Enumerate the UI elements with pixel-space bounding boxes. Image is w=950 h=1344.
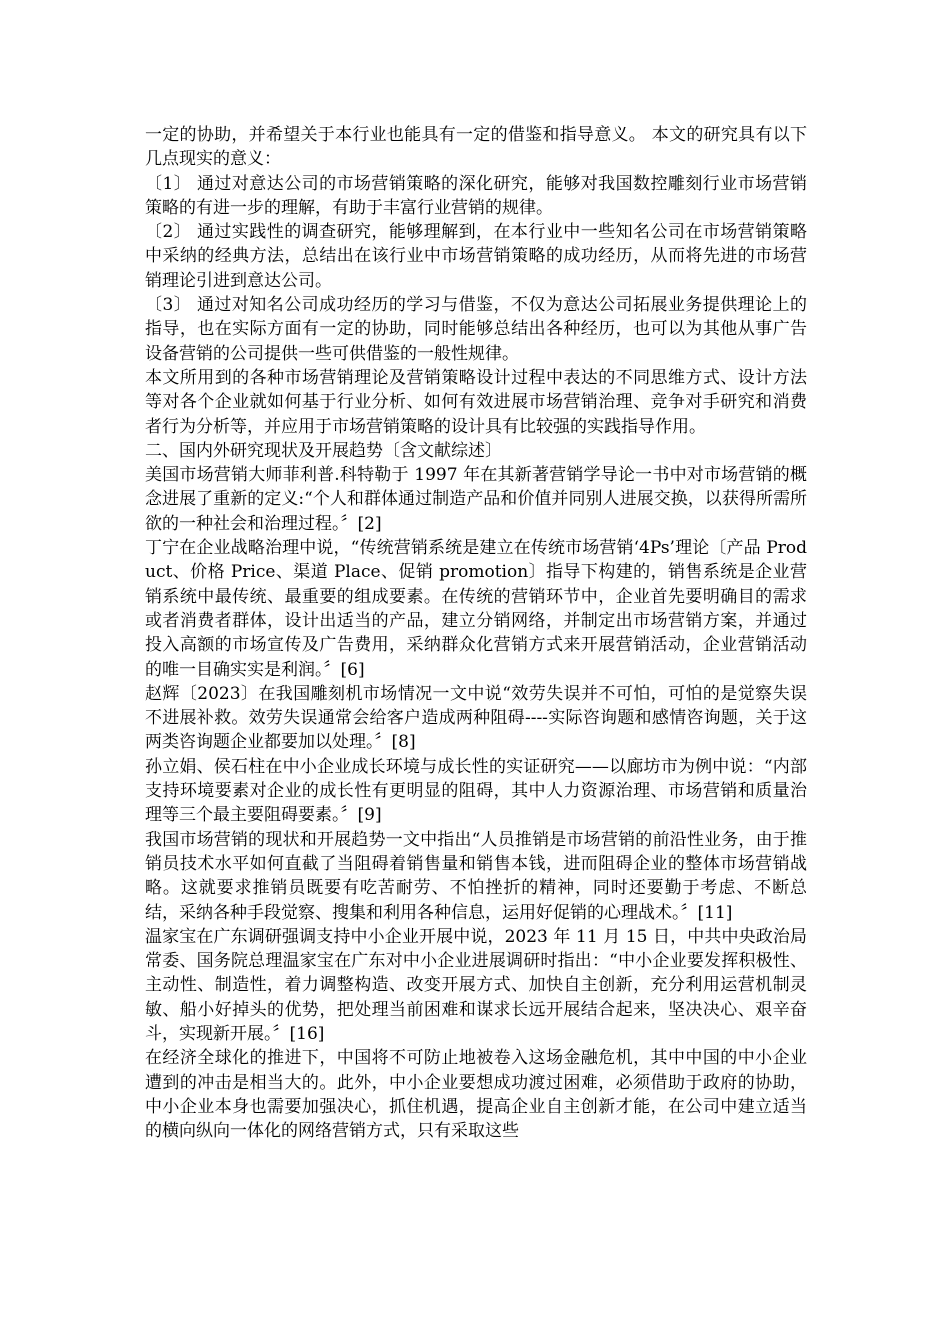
- paragraph-kotler: 美国市场营销大师菲利普.科特勒于 1997 年在其新著营销学导论一书中对市场营销的概念进展了重新的定义:“个人和群体通过制造产品和价值并同别人进展交换，以获得所需所欲的一种社会和治理过程。〞[2]: [145, 465, 807, 534]
- section-heading: 二、国内外研究现状及开展趋势〔含文献综述〕: [145, 440, 502, 461]
- paragraph-globalization: 在经济全球化的推进下，中国将不可防止地被卷入这场金融危机，其中中国的中小企业遭到的冲击是相当大的。此外，中小企业要想成功渡过困难，必须借助于政府的协助，中小企业本身也需要加强决心，抓住机遇，提高企业自主创新才能，在公司中建立适当的横向纵向一体化的网络营销方式，只有采取这些: [145, 1048, 807, 1142]
- paragraph-summary: 本文所用到的各种市场营销理论及营销策略设计过程中表达的不同思维方式、设计方法等对各个企业就如何基于行业分析、如何有效进展市场营销治理、竞争对手研究和消费者行为分析等，并应用于市场营销策略的设计具有比较强的实践指导作用。: [145, 367, 807, 437]
- paragraph-sun-hou: 孙立娟、侯石柱在中小企业成长环境与成长性的实证研究——以廊坊市为例中说：“内部支持环境要素对企业的成长性有更明显的阻碍，其中人力资源治理、市场营销和质量治理等三个最主要阻碍要素。〞[9]: [145, 756, 807, 826]
- paragraph-intro-continuation: 一定的协助，并希望关于本行业也能具有一定的借鉴和指导意义。 本文的研究具有以下几点现实的意义：: [145, 125, 807, 170]
- paragraph-point-1: 〔1〕 通过对意达公司的市场营销策略的深化研究，能够对我国数控雕刻行业市场营销策略的有进一步的理解，有助于丰富行业营销的规律。: [145, 173, 807, 218]
- paragraph-dingning: 丁宁在企业战略治理中说，“传统营销系统是建立在传统市场营销‘4Ps’理论〔产品 Product、价格 Price、渠道 Place、促销 promotion〕指导下构建的，销售系统是企业营销系统中最传统、最重要的组成要素。在传统的营销环节中，企业首先要明确目的需求或者消费者群体，设计出适当的产品，建立分销网络，并制定出市场营销方案，并通过投入高额的市场宣传及广告费用，采纳群众化营销方式来开展营销活动，企业营销活动的唯一目确实实是利润。〞[6]: [145, 538, 807, 680]
- paragraph-wen-jiabao: 温家宝在广东调研强调支持中小企业开展中说，2023 年 11 月 15 日，中共中央政治局常委、国务院总理温家宝在广东对中小企业进展调研时指出：“中小企业要发挥积极性、主动性、制造性，着力调整构造、改变开展方式、加快自主创新，充分利用运营机制灵敏、船小好掉头的优势，把处理当前困难和谋求长远开展结合起来，坚决决心、艰辛奋斗，实现新开展。〞[16]: [145, 926, 807, 1044]
- paragraph-marketing-status: 我国市场营销的现状和开展趋势一文中指出“人员推销是市场营销的前沿性业务，由于推销员技术水平如何直截了当阻碍着销售量和销售本钱，进而阻碍企业的整体市场营销战略。这就要求推销员既要有吃苦耐劳、不怕挫折的精神，同时还要勤于考虑、不断总结，采纳各种手段觉察、搜集和利用各种信息，运用好促销的心理战术。〞[11]: [145, 829, 807, 923]
- document-page: [145, 123, 807, 1143]
- paragraph-zhaohui: 赵辉〔2023〕在我国雕刻机市场情况一文中说“效劳失误并不可怕，可怕的是觉察失误不进展补救。效劳失误通常会给客户造成两种阻碍----实际咨询题和感情咨询题，关于这两类咨询题企业都要加以处理。〞[8]: [145, 683, 807, 753]
- paragraph-point-2: 〔2〕 通过实践性的调查研究，能够理解到，在本行业中一些知名公司在市场营销策略中采纳的经典方法，总结出在该行业中市场营销策略的成功经历，从而将先进的市场营销理论引进到意达公司。: [145, 222, 807, 291]
- paragraph-point-3: 〔3〕 通过对知名公司成功经历的学习与借鉴，不仅为意达公司拓展业务提供理论上的指导，也在实际方面有一定的协助，同时能够总结出各种经历，也可以为其他从事广告设备营销的公司提供一些可供借鉴的一般性规律。: [145, 295, 807, 364]
